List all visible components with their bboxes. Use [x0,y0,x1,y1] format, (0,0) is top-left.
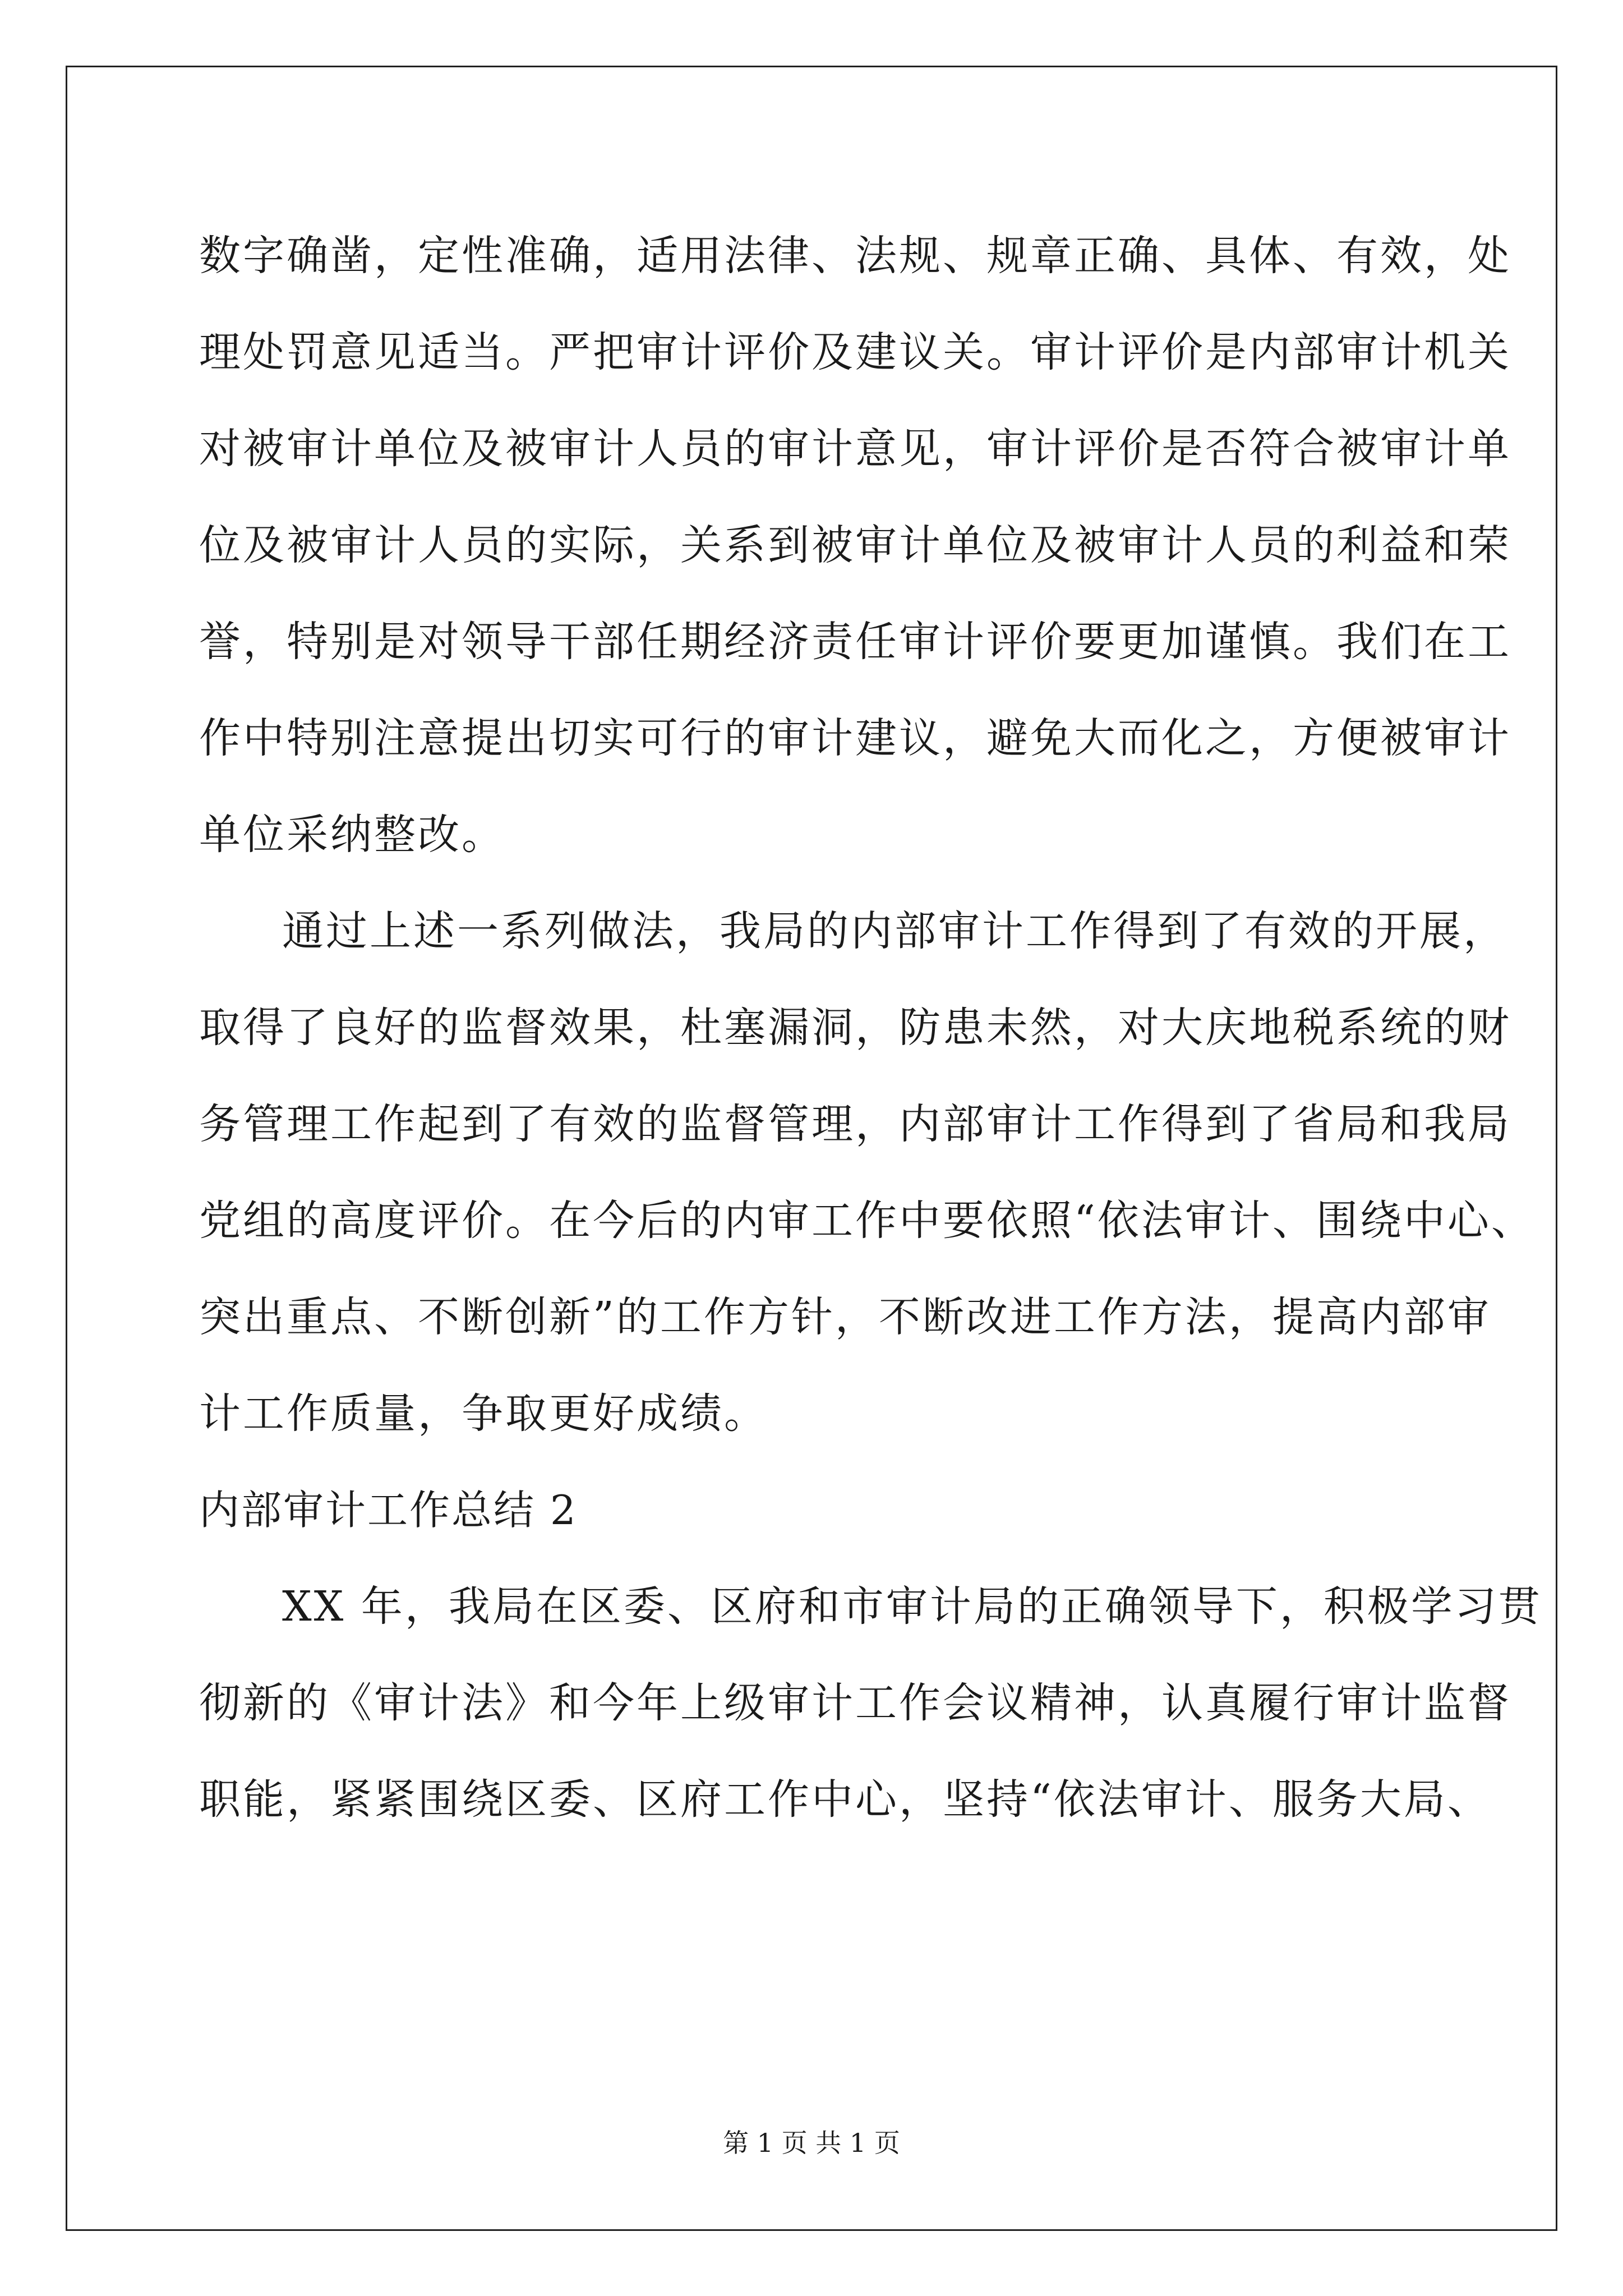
section-heading: 内部审计工作总结 2 [199,1487,578,1534]
paragraph-line: 计工作质量，争取更好成绩。 [199,1389,768,1438]
paragraph-line: 职能，紧紧围绕区委、区府工作中心，坚持“依法审计、服务大局、 [199,1775,1491,1824]
page-footer: 第 1 页 共 1 页 [723,2128,900,2158]
paragraph-line: 位及被审计人员的实际，关系到被审计单位及被审计人员的利益和荣 [199,521,1511,569]
paragraph-line: 通过上述一系列做法，我局的内部审计工作得到了有效的开展， [282,907,1507,955]
paragraph-line: 党组的高度评价。在今后的内审工作中要依照“依法审计、围绕中心、 [199,1197,1535,1245]
paragraph-line: 对被审计单位及被审计人员的审计意见，审计评价是否符合被审计单 [199,425,1511,473]
paragraph-line: 数字确凿，定性准确，适用法律、法规、规章正确、具体、有效，处 [199,232,1511,280]
paragraph-line: XX 年，我局在区委、区府和市审计局的正确领导下，积极学习贯 [282,1582,1542,1631]
paragraph-line: 突出重点、不断创新”的工作方针，不断改进工作方法，提高内部审 [199,1293,1491,1341]
paragraph-line: 彻新的《审计法》和今年上级审计工作会议精神，认真履行审计监督 [199,1679,1511,1727]
paragraph-line: 作中特别注意提出切实可行的审计建议，避免大而化之，方便被审计 [199,714,1511,762]
paragraph-line: 单位采纳整改。 [199,811,505,859]
paragraph-line: 务管理工作起到了有效的监督管理，内部审计工作得到了省局和我局 [199,1100,1511,1148]
paragraph-line: 誉，特别是对领导干部任期经济责任审计评价要更加谨慎。我们在工 [199,618,1511,666]
paragraph-line: 取得了良好的监督效果，杜塞漏洞，防患未然，对大庆地税系统的财 [199,1004,1511,1052]
paragraph-line: 理处罚意见适当。严把审计评价及建议关。审计评价是内部审计机关 [199,328,1511,376]
document-body [199,208,1542,1848]
